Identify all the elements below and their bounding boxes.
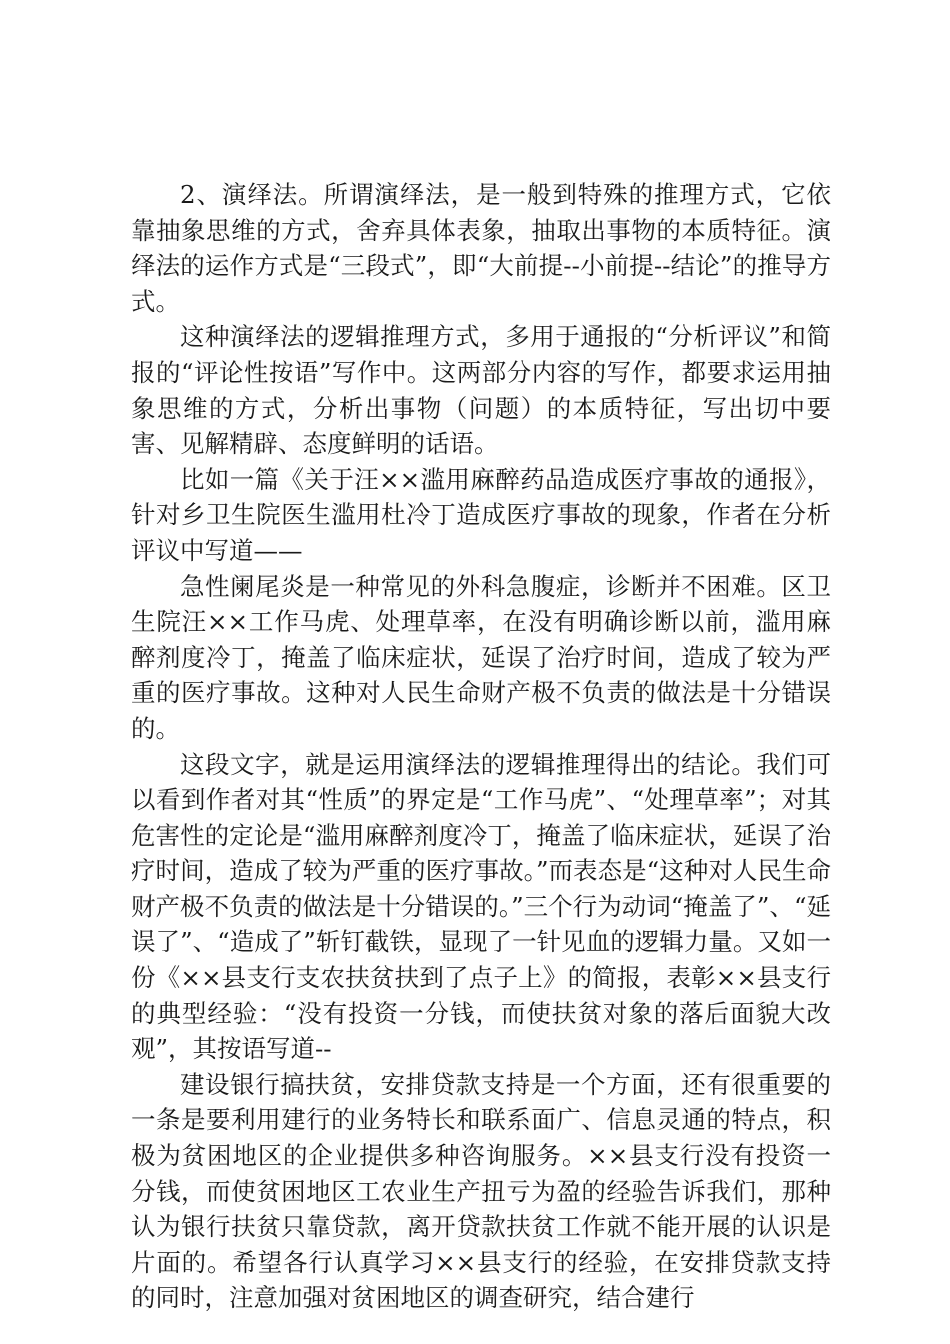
paragraph-quoted-note: 建设银行搞扶贫，安排贷款支持是一个方面，还有很重要的一条是要利用建行的业务特长和联系面广、信息灵通的特点，积极为贫困地区的企业提供多种咨询服务。××县支行没有投资一分钱，而使贫困地区工农业生产扭亏为盈的经验告诉我们，那种认为银行扶贫只靠贷款，离开贷款扶贫工作就不能开展的认识是片面的。希望各行认真学习××县支行的经验，在安排贷款支持的同时，注意加强对贫困地区的调查研究，结合建行 — [131, 1069, 831, 1313]
paragraph-deduction-definition: 2、演绎法。所谓演绎法，是一般到特殊的推理方式，它依靠抽象思维的方式，舍弃具体表象，抽取出事物的本质特征。演绎法的运作方式是“三段式”，即“大前提--小前提--结论”的推导方式。 — [131, 180, 831, 316]
paragraph-example-intro: 比如一篇《关于汪××滥用麻醉药品造成医疗事故的通报》，针对乡卫生院医生滥用杜冷丁造成医疗事故的现象，作者在分析评议中写道—— — [131, 464, 831, 565]
paragraph-quoted-comment: 急性阑尾炎是一种常见的外科急腹症，诊断并不困难。区卫生院汪××工作马虎、处理草率，在没有明确诊断以前，滥用麻醉剂度冷丁，掩盖了临床症状，延误了治疗时间，造成了较为严重的医疗事故。这种对人民生命财产极不负责的做法是十分错误的。 — [131, 571, 831, 743]
document-body — [131, 177, 831, 1316]
paragraph-analysis: 这段文字，就是运用演绎法的逻辑推理得出的结论。我们可以看到作者对其“性质”的界定是“工作马虎”、“处理草率”；对其危害性的定论是“滥用麻醉剂度冷丁，掩盖了临床症状，延误了治疗时间，造成了较为严重的医疗事故。”而表态是“这种对人民生命财产极不负责的做法是十分错误的。”三个行为动词“掩盖了”、“延误了”、“造成了”斩钉截铁，显现了一针见血的逻辑力量。又如一份《××县支行支农扶贫扶到了点子上》的简报，表彰××县支行的典型经验：“没有投资一分钱，而使扶贫对象的落后面貌大改观”，其按语写道-- — [131, 749, 831, 1064]
paragraph-usage-scope: 这种演绎法的逻辑推理方式，多用于通报的“分析评议”和简报的“评论性按语”写作中。这两部分内容的写作，都要求运用抽象思维的方式，分析出事物（问题）的本质特征，写出切中要害、见解精辟、态度鲜明的话语。 — [131, 322, 831, 459]
